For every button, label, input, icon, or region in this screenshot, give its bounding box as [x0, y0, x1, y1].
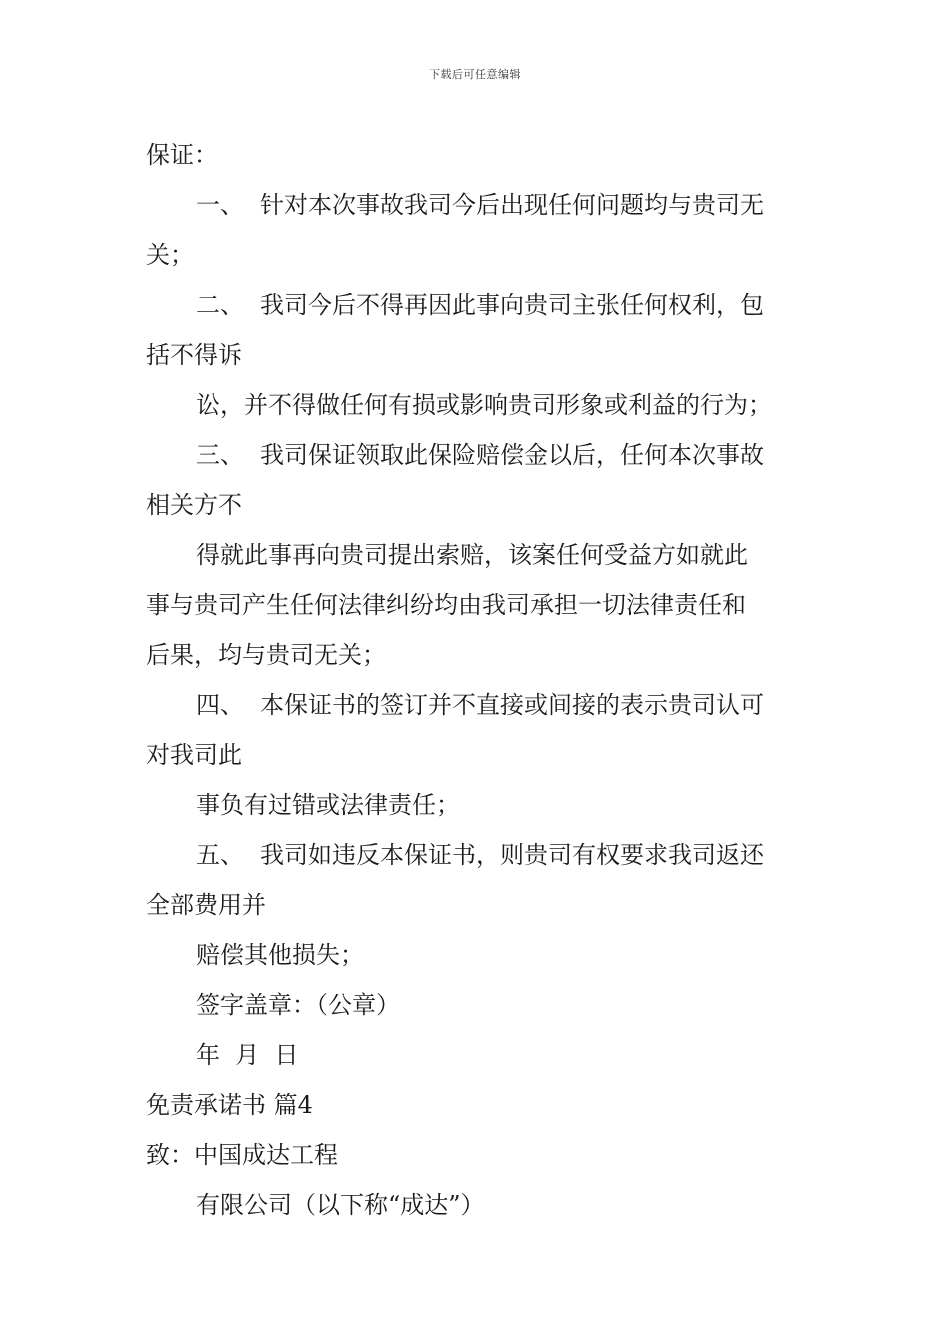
text-line: 得就此事再向贵司提出索赔，该案任何受益方如就此 — [196, 541, 748, 569]
clause-line — [146, 430, 826, 480]
text-line: 事与贵司产生任何法律纠纷均由我司承担一切法律责任和 — [146, 591, 746, 619]
clause-text: 本保证书的签订并不直接或间接的表示贵司认可 — [260, 691, 764, 719]
text-line: 后果，均与贵司无关； — [146, 641, 386, 669]
clause-text: 针对本次事故我司今后出现任何问题均与贵司无 — [260, 191, 764, 219]
clause-text: 我司保证领取此保险赔偿金以后，任何本次事故 — [260, 441, 764, 469]
clause-text: 我司今后不得再因此事向贵司主张任何权利，包 — [260, 291, 764, 319]
clause-line — [146, 680, 826, 730]
text-line: 赔偿其他损失； — [196, 941, 364, 969]
date-line: 年 月 日 — [196, 1041, 299, 1069]
text-line: 讼，并不得做任何有损或影响贵司形象或利益的行为； — [196, 391, 772, 419]
clause-number: 一、 — [196, 191, 244, 219]
text-line: 括不得诉 — [146, 341, 242, 369]
text-line: 对我司此 — [146, 741, 242, 769]
text-line: 有限公司（以下称“成达”） — [196, 1191, 485, 1219]
addressee-line: 致：中国成达工程 — [146, 1141, 338, 1169]
signature-line: 签字盖章：（公章） — [196, 991, 400, 1019]
text-line: 关； — [146, 241, 194, 269]
clause-number: 五、 — [196, 841, 244, 869]
clause-line — [146, 830, 826, 880]
text-line: 相关方不 — [146, 491, 242, 519]
text-line: 全部费用并 — [146, 891, 266, 919]
clause-line — [146, 280, 826, 330]
clause-number: 三、 — [196, 441, 244, 469]
clause-text: 我司如违反本保证书，则贵司有权要求我司返还 — [260, 841, 764, 869]
clause-number: 二、 — [196, 291, 244, 319]
text-line: 事负有过错或法律责任； — [196, 791, 460, 819]
clause-number: 四、 — [196, 691, 244, 719]
page-header: 下载后可任意编辑 — [429, 68, 521, 81]
clause-line — [146, 180, 826, 230]
text-line: 保证： — [146, 141, 218, 169]
section-title: 免责承诺书 篇4 — [146, 1091, 313, 1119]
document-body — [146, 130, 826, 1230]
